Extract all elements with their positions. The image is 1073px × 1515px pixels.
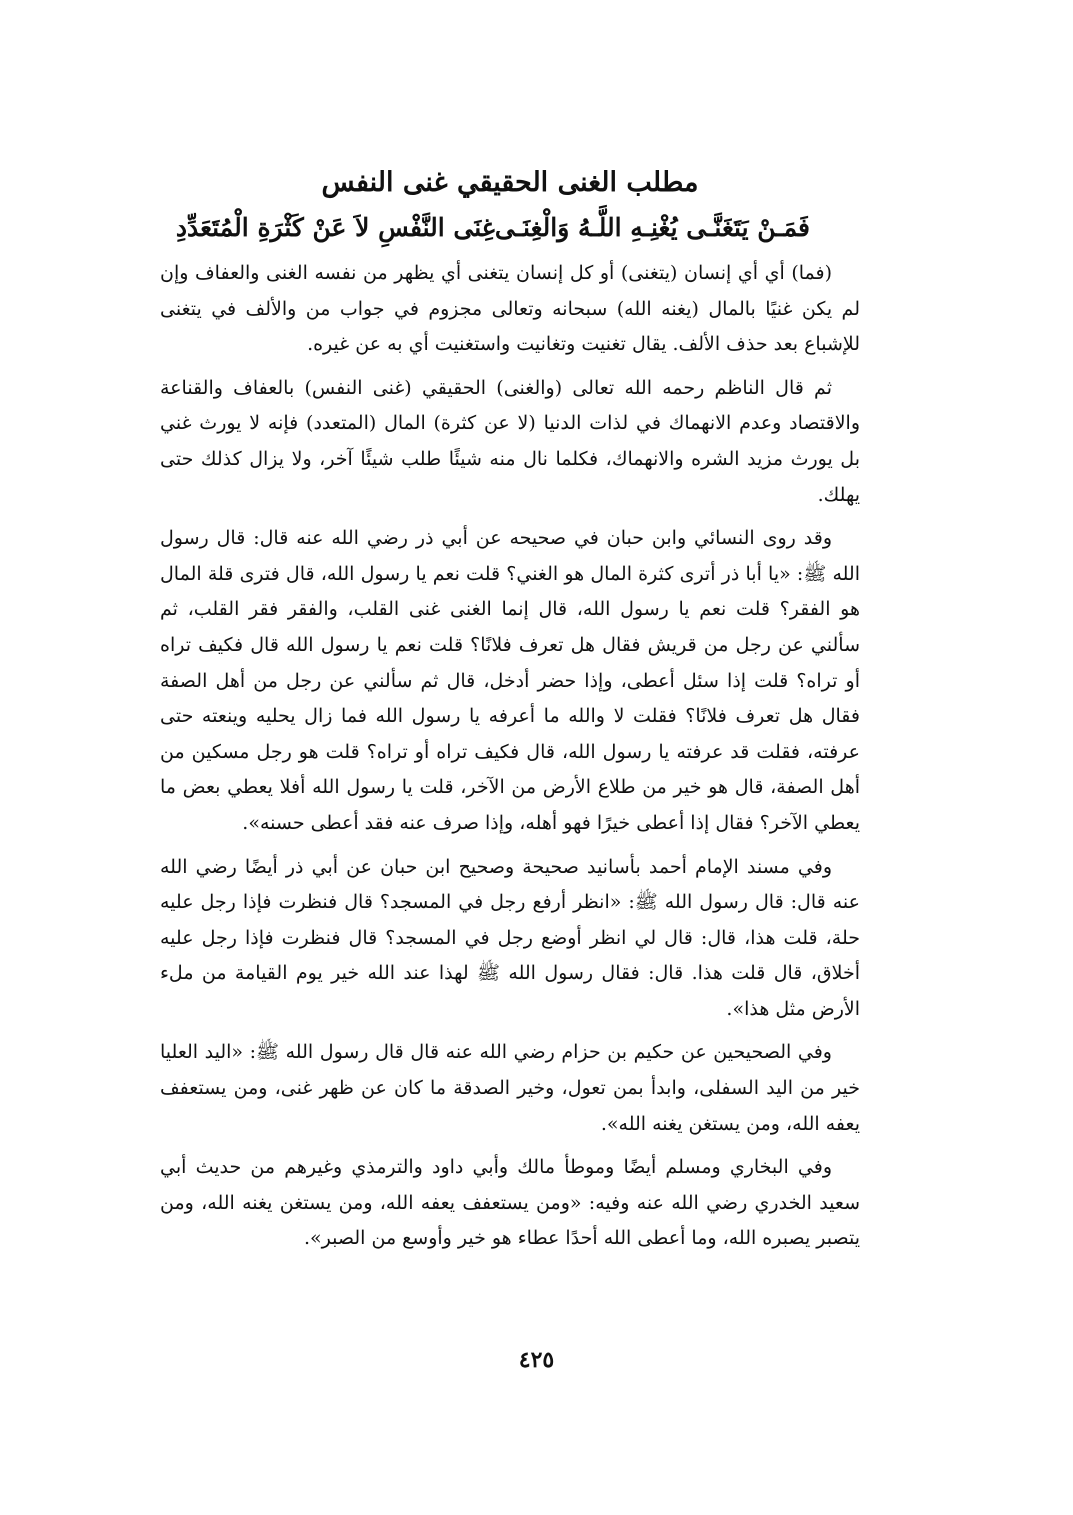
section-title: مطلب الغنى الحقيقي غنى النفس [321,167,699,198]
paragraph-hadith-abu-dhar: وقد روى النسائي وابن حبان في صحيحه عن أبي ذر رضي الله عنه قال: قال رسول الله ﷺ: «يا أبا ذر أترى كثرة المال هو الغني؟ قلت نعم يا رسول الله، قال فترى قلة المال هو الفقر؟ قلت نعم يا رسول الله، قال إنما الغنى غنى القلب، والفقر فقر القلب، ثم سألني عن رجل من قريش فقال هل تعرف فلانًا؟ قلت نعم يا رسول الله قال فكيف تراه أو تراه؟ قلت إذا سئل أعطى، وإذا حضر أدخل، قال ثم سألني عن رجل من أهل الصفة فقال هل تعرف فلانًا؟ فقلت لا والله ما أعرفه يا رسول الله فما زال يحليه وينعته حتى عرفته، فقلت قد عرفته يا رسول الله، قال فكيف تراه أو تراه؟ قلت هو رجل مسكين من أهل الصفة، قال هو خير من طلاع الأرض من الآخر، قلت يا رسول الله أفلا يعطي بعض ما يعطي الآخر؟ فقال إذا أعطى خيرًا فهو أهله، وإذا صرف عنه فقد أعطى حسنه». [160,527,860,834]
page-number: ٤٢٥ [518,1347,555,1373]
paragraph-explanation: ثم قال الناظم رحمه الله تعالى (والغنى) الحقيقي (غنى النفس) بالعفاف والقناعة والاقتصاد وعدم الانهماك في لذات الدنيا (لا عن كثرة) المال (المتعدد) فإنه لا يورث غني بل يورث مزيد الشره والانهماك، فكلما نال منه شيئًا طلب شيئًا آخر، ولا يزال كذلك حتى يهلك. [160,376,860,506]
poem-verse [160,206,860,250]
paragraph-hadith-sahihayn: وفي الصحيحين عن حكيم بن حزام رضي الله عنه قال قال رسول الله ﷺ: «اليد العليا خير من اليد السفلى، وابدأ بمن تعول، وخير الصدقة ما كان عن ظهر غنى، ومن يستعفف يعفه الله، ومن يستغن يغنه الله». [160,1041,860,1135]
paragraph-hadith-musnad: وفي مسند الإمام أحمد بأسانيد صحيحة وصحيح ابن حبان عن أبي ذر أيضًا رضي الله عنه قال: قال رسول الله ﷺ: «انظر أرفع رجل في المسجد؟ قال فنظرت فإذا رجل عليه حلة، قلت هذا، قال: قال لي انظر أوضع رجل في المسجد؟ قال فنظرت فإذا رجل عليه أخلاق، قال قلت هذا. قال: فقال رسول الله ﷺ لهذا عند الله خير يوم القيامة من ملء الأرض مثل هذا». [160,855,860,1020]
verse-second-hemistich: غِنَى النَّفْسِ لاَ عَنْ كَثْرَةِ الْمُتَعَدِّدِ [175,213,495,242]
paragraph-commentary: (فما) أي أي إنسان (يتغنى) أو كل إنسان يتغنى أي يظهر من نفسه الغنى والعفاف وإن لم يكن غنيًا بالمال (يغنه الله) سبحانه وتعالى مجزوم في جواب من والألف في يتغنى للإشباع بعد حذف الألف. يقال تغنيت وتغانيت واستغنيت أي به عن غيره. [160,262,860,356]
page-body [160,160,860,1265]
paragraph-hadith-bukhari: وفي البخاري ومسلم أيضًا وموطأ مالك وأبي داود والترمذي وغيرهم من حديث أبي سعيد الخدري رضي الله عنه وفيه: «ومن يستعفف يعفه الله، ومن يستغن يغنه الله، ومن يتصبر يصبره الله، وما أعطى الله أحدًا عطاء هو خير وأوسع من الصبر». [160,1156,860,1250]
verse-first-hemistich: فَمَـنْ يَتَغَنَّـى يُغْنِـهِ اللَّـهُ وَالْغِنَـى [494,213,810,242]
